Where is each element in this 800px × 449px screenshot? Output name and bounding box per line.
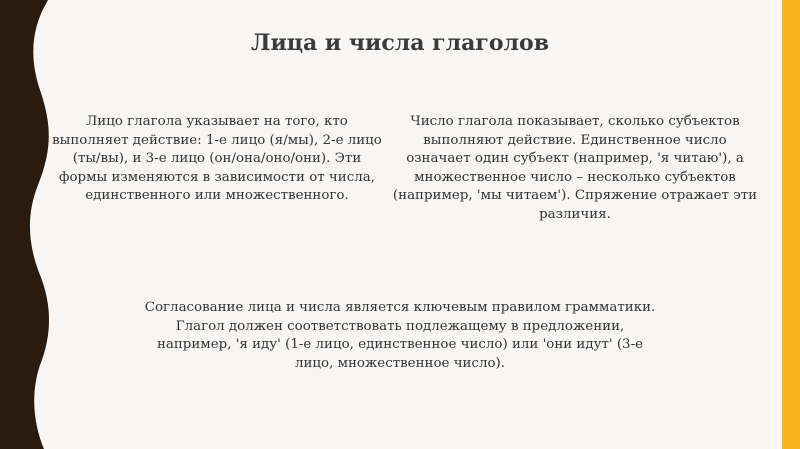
accent-stripe	[782, 0, 800, 449]
wavy-left-border	[0, 0, 60, 449]
person-paragraph: Лицо глагола указывает на того, кто выполняет действие: 1-е лицо (я/мы), 2-е лицо (ты/вы), и 3-е лицо (он/она/оно/они). Эти формы изменяются в зависимости от числа, единственного или множественного.	[52, 114, 382, 203]
slide-title: Лица и числа глаголов	[250, 30, 550, 56]
number-paragraph: Число глагола показывает, сколько субъектов выполняют действие. Единственное число означает один субъект (например, 'я читаю'), а множественное число – несколько субъектов (например, 'мы читаем'). Спряжение отражает эти различия.	[392, 114, 758, 222]
agreement-paragraph: Согласование лица и числа является ключевым правилом грамматики. Глагол должен соответствовать подлежащему в предложении, например, 'я иду' (1-е лицо, единственное число) или 'они идут' (3-е лицо, множественное число).	[144, 300, 656, 371]
